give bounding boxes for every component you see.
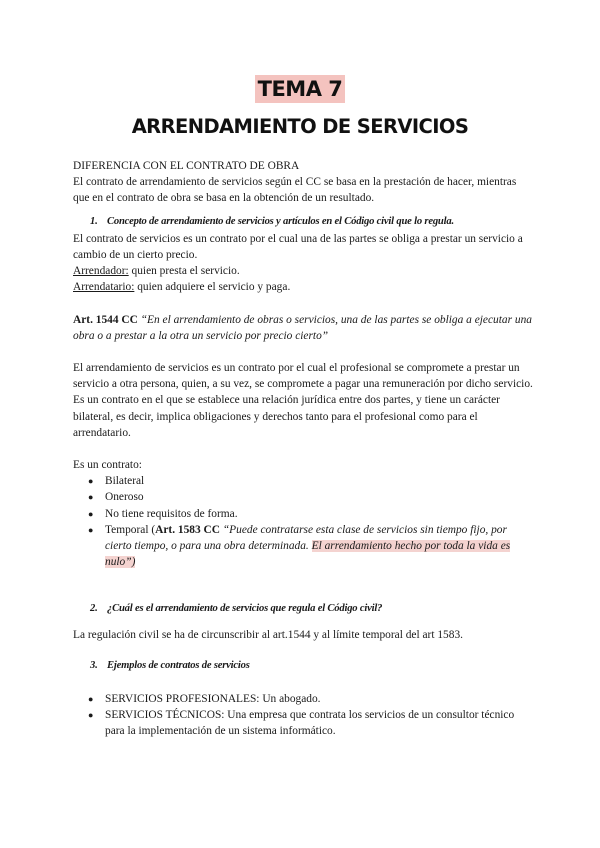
list-item-text: Bilateral [105, 475, 145, 488]
arrendatario-text: quien adquiere el servicio y paga. [134, 281, 291, 294]
bullet-icon: ● [88, 710, 94, 721]
section-3-title: Ejemplos de contratos de servicios [107, 659, 250, 671]
arrendador-label: Arrendador: [73, 265, 129, 278]
spacer [73, 570, 533, 586]
art-1544 [73, 312, 533, 344]
document-body [73, 158, 533, 740]
art-1583-ref: Art. 1583 CC [155, 523, 220, 536]
art-1544-ref: Art. 1544 CC [73, 313, 138, 326]
bullet-icon: ● [88, 492, 94, 503]
arrendatario-line [73, 279, 533, 295]
section-2-text: La regulación civil se ha de circunscribir al art.1544 y al límite temporal del art 1583. [73, 628, 463, 641]
list-item [88, 506, 533, 522]
bullet-icon: ● [88, 524, 94, 535]
spacer [73, 296, 533, 312]
list-item [88, 522, 533, 571]
arrendador-line [73, 263, 533, 279]
spacer [73, 441, 533, 457]
title-wrap [0, 75, 600, 103]
bullet-icon: ● [88, 694, 94, 705]
section-1-heading [90, 214, 533, 230]
section-1-number: 1. [90, 215, 98, 227]
bullet-icon: ● [88, 508, 94, 519]
diff-text: El contrato de arrendamiento de servicios según el CC se basa en la prestación de hacer, mientras que en el contrato de obra se basa en la obtención de un resultado. [73, 176, 517, 205]
section-1-title: Concepto de arrendamiento de servicios y artículos en el Código civil que lo regula. [107, 215, 454, 227]
contract-features-list [73, 473, 533, 570]
list-item [88, 489, 533, 505]
list-item-text: Oneroso [105, 491, 144, 504]
spacer [73, 675, 533, 691]
list-item [88, 707, 533, 739]
list-intro: Es un contrato: [73, 459, 142, 472]
list-item-text: SERVICIOS TÉCNICOS: Una empresa que contrata los servicios de un consultor técnico para la implementación de un sistema informático. [105, 709, 515, 738]
page-subtitle: ARRENDAMIENTO DE SERVICIOS [131, 115, 469, 138]
section-2-number: 2. [90, 603, 98, 615]
section-3-number: 3. [90, 659, 98, 671]
art-1544-quote: “En el arrendamiento de obras o servicios, una de las partes se obliga a ejecutar una obra o a prestar a la otra un servicio por precio cierto” [73, 313, 532, 342]
spacer [73, 344, 533, 360]
examples-list [73, 691, 533, 740]
section-3-heading [90, 658, 533, 674]
arrendador-text: quien presta el servicio. [128, 265, 240, 278]
spacer [73, 619, 533, 627]
section-1-paragraph: El arrendamiento de servicios es un contrato por el cual el profesional se compromete a prestar un servicio a otra persona, quien, a su vez, se compromete a pagar una remuneración por dicho servicio. Es un contrato en el que se establece una relación jurídica entre dos partes, y tiene un carácter bilateral, es decir, implica obligaciones y derechos tanto para el profesional como para el arrendatario. [73, 362, 533, 439]
list-item [88, 691, 533, 707]
section-1-text: El contrato de servicios es un contrato por el cual una de las partes se obliga a prestar un servicio a cambio de un cierto precio. [73, 232, 523, 262]
diff-heading: DIFERENCIA CON EL CONTRATO DE OBRA [73, 160, 300, 172]
list-item [88, 473, 533, 489]
list-item-text: No tiene requisitos de forma. [105, 507, 238, 520]
arrendatario-label: Arrendatario: [73, 281, 135, 294]
art-1583-quote: “Puede contratarse esta clase de servicios sin tiempo fijo, por cierto tiempo, o para una obra determinada. [105, 523, 507, 553]
section-2-heading [90, 601, 533, 617]
temporal-prefix: Temporal ( [105, 523, 156, 536]
art-1583-highlight: El arrendamiento hecho por toda la vida es nulo”) [105, 540, 511, 569]
spacer [73, 643, 533, 651]
page-title: TEMA 7 [255, 75, 346, 103]
list-item-text: SERVICIOS PROFESIONALES: Un abogado. [105, 693, 321, 706]
spacer [73, 586, 533, 594]
section-2-title: ¿Cuál es el arrendamiento de servicios que regula el Código civil? [107, 603, 383, 615]
bullet-icon: ● [88, 476, 94, 487]
